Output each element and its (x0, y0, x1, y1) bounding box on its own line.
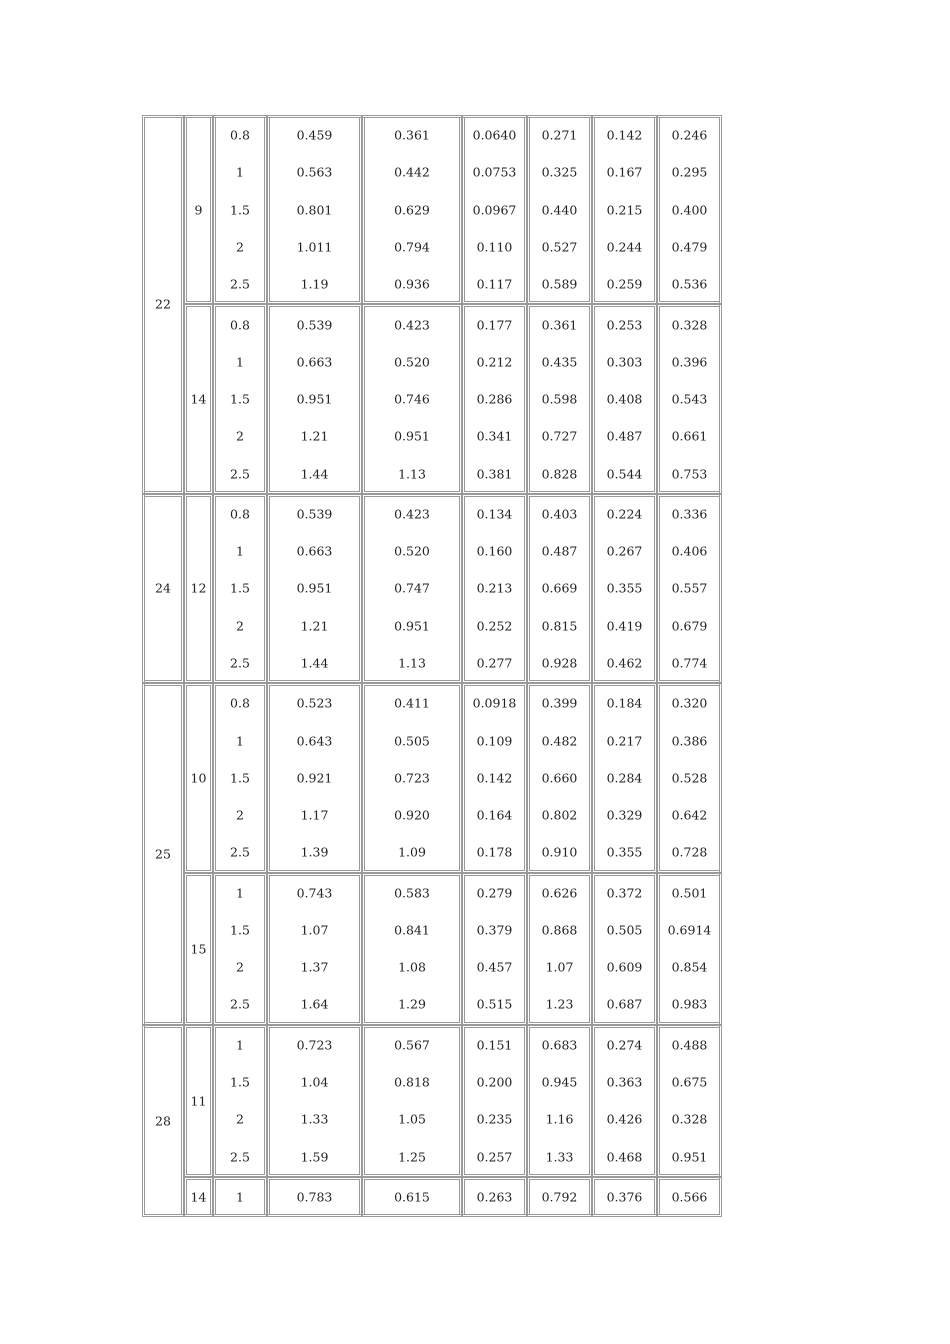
table-cell: 0.539 (296, 317, 333, 333)
table-cell: 0.109 (476, 733, 513, 749)
table-cell: 1.29 (398, 996, 426, 1012)
table-cell: 1.33 (300, 1111, 329, 1127)
table-cell: 0.951 (394, 618, 430, 634)
table-cell: 1.08 (398, 959, 426, 975)
table-cell: 0.679 (671, 618, 708, 634)
table-cell: 0.563 (296, 164, 333, 180)
table-cell: 0.408 (606, 391, 643, 407)
table-cell: 0.828 (541, 466, 578, 482)
table-cell: 0.246 (671, 127, 708, 143)
table-cell: 0.426 (606, 1111, 643, 1127)
table-cell: 0.794 (394, 239, 430, 255)
table-cell: 0.920 (394, 807, 430, 823)
table-cell: 1.44 (300, 466, 329, 482)
table-cell: 0.687 (606, 996, 643, 1012)
table-cell: 0.286 (476, 391, 513, 407)
table-cell: 0.629 (394, 202, 430, 218)
group-label: 22 (155, 296, 171, 312)
table-cell: 1.5 (230, 580, 250, 596)
table-cell: 0.329 (606, 807, 643, 823)
subgroup-label: 14 (190, 391, 207, 407)
table-cell: 0.468 (606, 1149, 643, 1165)
table-cell: 2 (236, 959, 244, 975)
table-cell: 0.363 (606, 1074, 643, 1090)
table-cell: 1.64 (300, 996, 329, 1012)
table-cell: 0.643 (296, 733, 333, 749)
table-cell: 0.488 (671, 1037, 708, 1053)
table-cell: 0.406 (671, 543, 708, 559)
table-cell: 0.151 (476, 1037, 513, 1053)
table-cell: 0.743 (296, 885, 333, 901)
table-cell: 0.482 (541, 733, 578, 749)
table-cell: 0.479 (671, 239, 708, 255)
table-frame (142, 115, 722, 1217)
table-cell: 1.13 (398, 466, 426, 482)
table-cell: 0.783 (296, 1189, 333, 1205)
table-cell: 0.400 (671, 202, 708, 218)
table-cell: 0.520 (394, 543, 430, 559)
table-cell: 0.6914 (667, 922, 712, 938)
table-cell: 0.379 (476, 922, 513, 938)
table-cell: 1.5 (230, 202, 250, 218)
table-cell: 1.07 (300, 922, 329, 938)
table-cell: 0.505 (394, 733, 430, 749)
table-cell: 0.928 (541, 655, 578, 671)
table-cell: 0.642 (671, 807, 708, 823)
table-cell: 0.386 (671, 733, 708, 749)
table-cell: 0.951 (671, 1149, 708, 1165)
table-cell: 0.818 (394, 1074, 430, 1090)
table-cell: 0.557 (671, 580, 708, 596)
table-cell: 0.723 (394, 770, 430, 786)
table-cell: 1 (236, 885, 244, 901)
table-cell: 0.328 (671, 1111, 708, 1127)
table-cell: 0.951 (296, 580, 333, 596)
subgroup-label: 11 (190, 1093, 207, 1109)
table-cell: 0.244 (606, 239, 643, 255)
table-cell: 2.5 (230, 844, 250, 860)
table-cell: 0.951 (296, 391, 333, 407)
table-cell: 2.5 (230, 996, 250, 1012)
table-cell: 2 (236, 807, 244, 823)
table-cell: 0.0918 (472, 695, 517, 711)
table-cell: 0.435 (541, 354, 578, 370)
table-cell: 1.21 (300, 428, 329, 444)
table-cell: 0.215 (606, 202, 643, 218)
table-cell: 0.252 (476, 618, 513, 634)
table-cell: 0.419 (606, 618, 643, 634)
table-cell: 2 (236, 1111, 244, 1127)
table-cell: 0.566 (671, 1189, 708, 1205)
table-cell: 0.257 (476, 1149, 513, 1165)
table-cell: 0.459 (296, 127, 333, 143)
table-cell: 0.271 (541, 127, 578, 143)
table-cell: 0.841 (394, 922, 430, 938)
subgroup-label: 14 (190, 1189, 207, 1205)
table-cell: 0.598 (541, 391, 578, 407)
table-cell: 0.164 (476, 807, 513, 823)
table-cell: 0.854 (671, 959, 708, 975)
table-cell: 0.523 (296, 695, 333, 711)
table-cell: 0.520 (394, 354, 430, 370)
table-cell: 0.341 (476, 428, 513, 444)
group-label: 24 (155, 580, 171, 596)
group-label: 28 (155, 1113, 171, 1129)
table-cell: 1.5 (230, 1074, 250, 1090)
table-cell: 2 (236, 618, 244, 634)
table-cell: 0.487 (606, 428, 643, 444)
table-cell: 0.259 (606, 276, 643, 292)
table-cell: 0.753 (671, 466, 708, 482)
table-cell: 1.011 (296, 239, 333, 255)
table-cell: 0.487 (541, 543, 578, 559)
table-cell: 0.462 (606, 655, 643, 671)
table-cell: 0.723 (296, 1037, 333, 1053)
table-cell: 1.19 (300, 276, 329, 292)
table-cell: 0.792 (541, 1189, 578, 1205)
table-cell: 0.802 (541, 807, 578, 823)
table-cell: 0.746 (394, 391, 430, 407)
table-cell: 0.868 (541, 922, 578, 938)
group-label: 25 (155, 846, 171, 862)
table-cell: 0.945 (541, 1074, 578, 1090)
table-cell: 0.253 (606, 317, 643, 333)
table-cell: 0.134 (476, 506, 513, 522)
table-cell: 0.284 (606, 770, 643, 786)
table-cell: 0.815 (541, 618, 578, 634)
table-cell: 2.5 (230, 466, 250, 482)
table-cell: 0.8 (230, 695, 250, 711)
table-cell: 0.184 (606, 695, 643, 711)
table-cell: 1.5 (230, 770, 250, 786)
table-cell: 0.544 (606, 466, 643, 482)
table-cell: 0.661 (671, 428, 708, 444)
table-cell: 0.423 (394, 506, 430, 522)
table-cell: 0.457 (476, 959, 513, 975)
table-cell: 0.747 (394, 580, 430, 596)
table-cell: 0.224 (606, 506, 643, 522)
table-cell: 0.117 (476, 276, 513, 292)
table-cell: 0.295 (671, 164, 708, 180)
table-cell: 0.235 (476, 1111, 513, 1127)
table-cell: 1.09 (398, 844, 426, 860)
table-cell: 2.5 (230, 1149, 250, 1165)
table-cell: 0.660 (541, 770, 578, 786)
table-cell: 0.774 (671, 655, 708, 671)
table-cell: 0.501 (671, 885, 708, 901)
table-cell: 0.727 (541, 428, 578, 444)
table-cell: 0.528 (671, 770, 708, 786)
table-cell: 0.539 (296, 506, 333, 522)
table-cell: 0.951 (394, 428, 430, 444)
table-cell: 2.5 (230, 276, 250, 292)
table-cell: 0.728 (671, 844, 708, 860)
table-cell: 0.274 (606, 1037, 643, 1053)
table-cell: 1.05 (398, 1111, 426, 1127)
table-cell: 0.423 (394, 317, 430, 333)
table-cell: 1 (236, 1037, 244, 1053)
table-cell: 1 (236, 543, 244, 559)
table-cell: 1.5 (230, 922, 250, 938)
table-cell: 0.396 (671, 354, 708, 370)
subgroup-label: 15 (190, 941, 207, 957)
table-cell: 0.142 (476, 770, 513, 786)
table-cell: 0.0640 (472, 127, 517, 143)
table-cell: 0.217 (606, 733, 643, 749)
table-cell: 1.39 (300, 844, 329, 860)
table-cell: 0.626 (541, 885, 578, 901)
table-cell: 0.263 (476, 1189, 513, 1205)
table-cell: 0.910 (541, 844, 578, 860)
table-cell: 0.325 (541, 164, 578, 180)
table-cell: 0.663 (296, 354, 333, 370)
table-cell: 0.212 (476, 354, 513, 370)
subgroup-label: 12 (190, 580, 207, 596)
table-cell: 0.178 (476, 844, 513, 860)
table-cell: 0.277 (476, 655, 513, 671)
table-cell: 1.25 (398, 1149, 426, 1165)
table-cell: 1.59 (300, 1149, 329, 1165)
table-cell: 1.5 (230, 391, 250, 407)
table-cell: 0.142 (606, 127, 643, 143)
table-cell: 0.355 (606, 580, 643, 596)
table-cell: 0.355 (606, 844, 643, 860)
table-cell: 0.440 (541, 202, 578, 218)
subgroup-label: 10 (190, 770, 207, 786)
table-cell: 0.336 (671, 506, 708, 522)
table-cell: 0.663 (296, 543, 333, 559)
table-cell: 0.303 (606, 354, 643, 370)
table-cell: 1 (236, 733, 244, 749)
table-cell: 0.110 (476, 239, 513, 255)
table-cell: 0.8 (230, 127, 250, 143)
table-cell: 0.177 (476, 317, 513, 333)
table-cell: 0.0753 (472, 164, 517, 180)
table-cell: 0.8 (230, 317, 250, 333)
table-cell: 1.13 (398, 655, 426, 671)
table-cell: 0.320 (671, 695, 708, 711)
table-cell: 0.675 (671, 1074, 708, 1090)
table-cell: 1 (236, 1189, 244, 1205)
table-cell: 0.609 (606, 959, 643, 975)
table-cell: 0.361 (541, 317, 578, 333)
table-cell: 1.44 (300, 655, 329, 671)
table-cell: 0.536 (671, 276, 708, 292)
table-cell: 0.527 (541, 239, 578, 255)
table-cell: 0.279 (476, 885, 513, 901)
table-cell: 0.381 (476, 466, 513, 482)
table-cell: 1.33 (545, 1149, 574, 1165)
table-cell: 0.683 (541, 1037, 578, 1053)
table-cell: 0.669 (541, 580, 578, 596)
table-cell: 1.04 (300, 1074, 329, 1090)
table-cell: 1.21 (300, 618, 329, 634)
table-cell: 0.376 (606, 1189, 643, 1205)
table-cell: 0.615 (394, 1189, 430, 1205)
table-cell: 0.583 (394, 885, 430, 901)
table-cell: 0.442 (394, 164, 430, 180)
table-cell: 0.567 (394, 1037, 430, 1053)
table-cell: 0.361 (394, 127, 430, 143)
table-cell: 1.07 (545, 959, 574, 975)
table-cell: 0.213 (476, 580, 513, 596)
table-cell: 1.17 (300, 807, 329, 823)
table-cell: 0.411 (394, 695, 430, 711)
table-cell: 0.167 (606, 164, 643, 180)
table-cell: 0.0967 (472, 202, 517, 218)
table-cell: 0.399 (541, 695, 578, 711)
table-cell: 1.37 (300, 959, 329, 975)
table-cell: 0.8 (230, 506, 250, 522)
table-cell: 0.515 (476, 996, 513, 1012)
subgroup-label: 9 (194, 202, 203, 218)
table-cell: 0.921 (296, 770, 333, 786)
table-cell: 0.589 (541, 276, 578, 292)
table-cell: 1 (236, 354, 244, 370)
table-cell: 0.267 (606, 543, 643, 559)
table-cell: 2 (236, 428, 244, 444)
table-cell: 0.160 (476, 543, 513, 559)
table-cell: 0.543 (671, 391, 708, 407)
table-cell: 2 (236, 239, 244, 255)
table-cell: 1.23 (545, 996, 574, 1012)
table-cell: 1 (236, 164, 244, 180)
table-cell: 0.328 (671, 317, 708, 333)
table-cell: 1.16 (545, 1111, 574, 1127)
table-cell: 2.5 (230, 655, 250, 671)
table-cell: 0.403 (541, 506, 578, 522)
table-cell: 0.505 (606, 922, 643, 938)
table-cell: 0.372 (606, 885, 643, 901)
table-cell: 0.200 (476, 1074, 513, 1090)
table-cell: 0.801 (296, 202, 333, 218)
table-cell: 0.983 (671, 996, 708, 1012)
table-cell: 0.936 (394, 276, 430, 292)
